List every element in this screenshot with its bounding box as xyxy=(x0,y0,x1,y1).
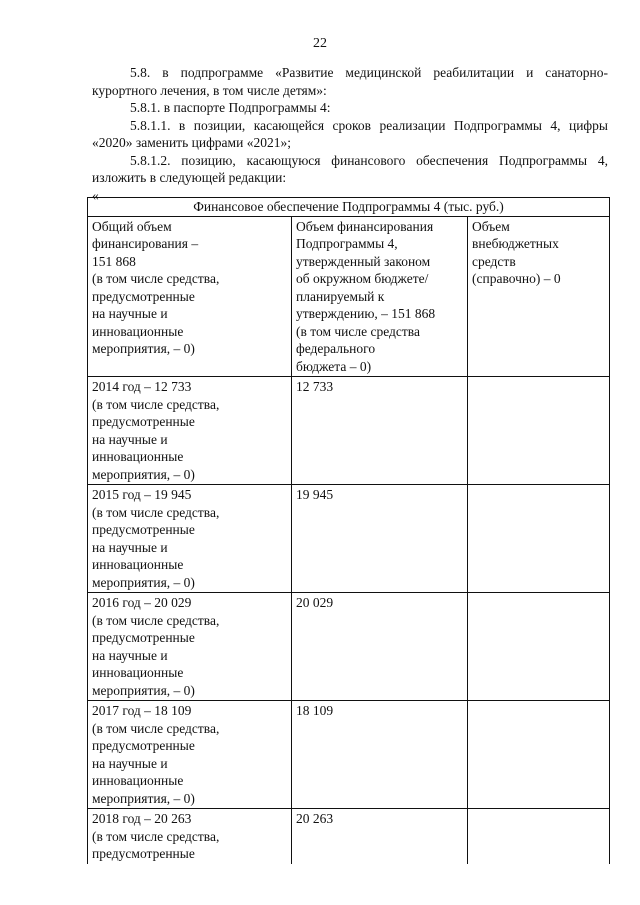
paragraph-5-8-1-2: 5.8.1.2. позицию, касающуюся финансового обеспечения Подпрограммы 4, изложить в следующей редакции: xyxy=(92,152,608,185)
opening-quote: « xyxy=(92,187,99,203)
table-cell-year-total xyxy=(88,701,292,809)
table-cell-budget xyxy=(292,485,468,593)
table-cell-budget xyxy=(292,809,468,864)
paragraph-5-8: 5.8. в подпрограмме «Развитие медицинской реабилитации и санаторно-курортного лечения, в том числе детям»: xyxy=(92,65,608,98)
table-cell-text: 20 029 xyxy=(296,595,334,610)
table-cell-year-total xyxy=(88,377,292,485)
table-cell-year-total xyxy=(88,809,292,864)
table-cell-text: 20 263 xyxy=(296,811,334,826)
table-header-row xyxy=(88,216,610,377)
header-extrabudgetary-text: Объем внебюджетных средств (справочно) – 0 xyxy=(472,218,561,286)
header-total-financing xyxy=(88,216,292,377)
table-cell-text: 18 109 xyxy=(296,703,334,718)
header-budget-financing-text: Объем финансирования Подпрограммы 4, утвержденный законом об окружном бюджете/ планируемый к утверждению, – 151 868 (в том числе средства федерального бюджета – 0) xyxy=(296,218,436,374)
table-cell-text: 2015 год – 19 945 (в том числе средства, предусмотренные на научные и инновационные мероприятия, – 0) xyxy=(92,487,220,590)
table-cell-budget xyxy=(292,701,468,809)
table-cell-year-total xyxy=(88,593,292,701)
page-number: 22 xyxy=(313,36,327,51)
table-cell-budget xyxy=(292,593,468,701)
table-row-2018 xyxy=(88,809,610,864)
table-cell-budget xyxy=(292,377,468,485)
table-cell-text: 2016 год – 20 029 (в том числе средства, предусмотренные на научные и инновационные мероприятия, – 0) xyxy=(92,595,220,698)
document-body xyxy=(92,64,608,204)
header-budget-financing xyxy=(292,216,468,377)
financing-table xyxy=(87,197,610,864)
table-cell-extrabudgetary xyxy=(468,809,610,864)
table-row-2017 xyxy=(88,701,610,809)
header-extrabudgetary xyxy=(468,216,610,377)
table-cell-extrabudgetary xyxy=(468,701,610,809)
table-cell-text: 12 733 xyxy=(296,379,334,394)
header-total-financing-text: Общий объем финансирования – 151 868 (в том числе средства, предусмотренные на научные и инновационные мероприятия, – 0) xyxy=(92,218,220,356)
table-row-2015 xyxy=(88,485,610,593)
table-cell-extrabudgetary xyxy=(468,485,610,593)
table-cell-text: 2014 год – 12 733 (в том числе средства, предусмотренные на научные и инновационные мероприятия, – 0) xyxy=(92,379,220,482)
table-caption: Финансовое обеспечение Подпрограммы 4 (тыс. руб.) xyxy=(88,198,610,217)
table-cell-extrabudgetary xyxy=(468,377,610,485)
table-row-2016 xyxy=(88,593,610,701)
paragraph-5-8-1: 5.8.1. в паспорте Подпрограммы 4: xyxy=(130,100,331,115)
table-cell-text: 19 945 xyxy=(296,487,334,502)
paragraph-5-8-1-1: 5.8.1.1. в позиции, касающейся сроков реализации Подпрограммы 4, цифры «2020» заменить цифрами «2021»; xyxy=(92,117,608,150)
table-cell-extrabudgetary xyxy=(468,593,610,701)
table-cell-text: 2017 год – 18 109 (в том числе средства, предусмотренные на научные и инновационные мероприятия, – 0) xyxy=(92,703,220,806)
table-caption-row xyxy=(88,198,610,217)
table-cell-year-total xyxy=(88,485,292,593)
table-row-2014 xyxy=(88,377,610,485)
table-cell-text: 2018 год – 20 263 (в том числе средства, предусмотренные xyxy=(92,811,220,861)
